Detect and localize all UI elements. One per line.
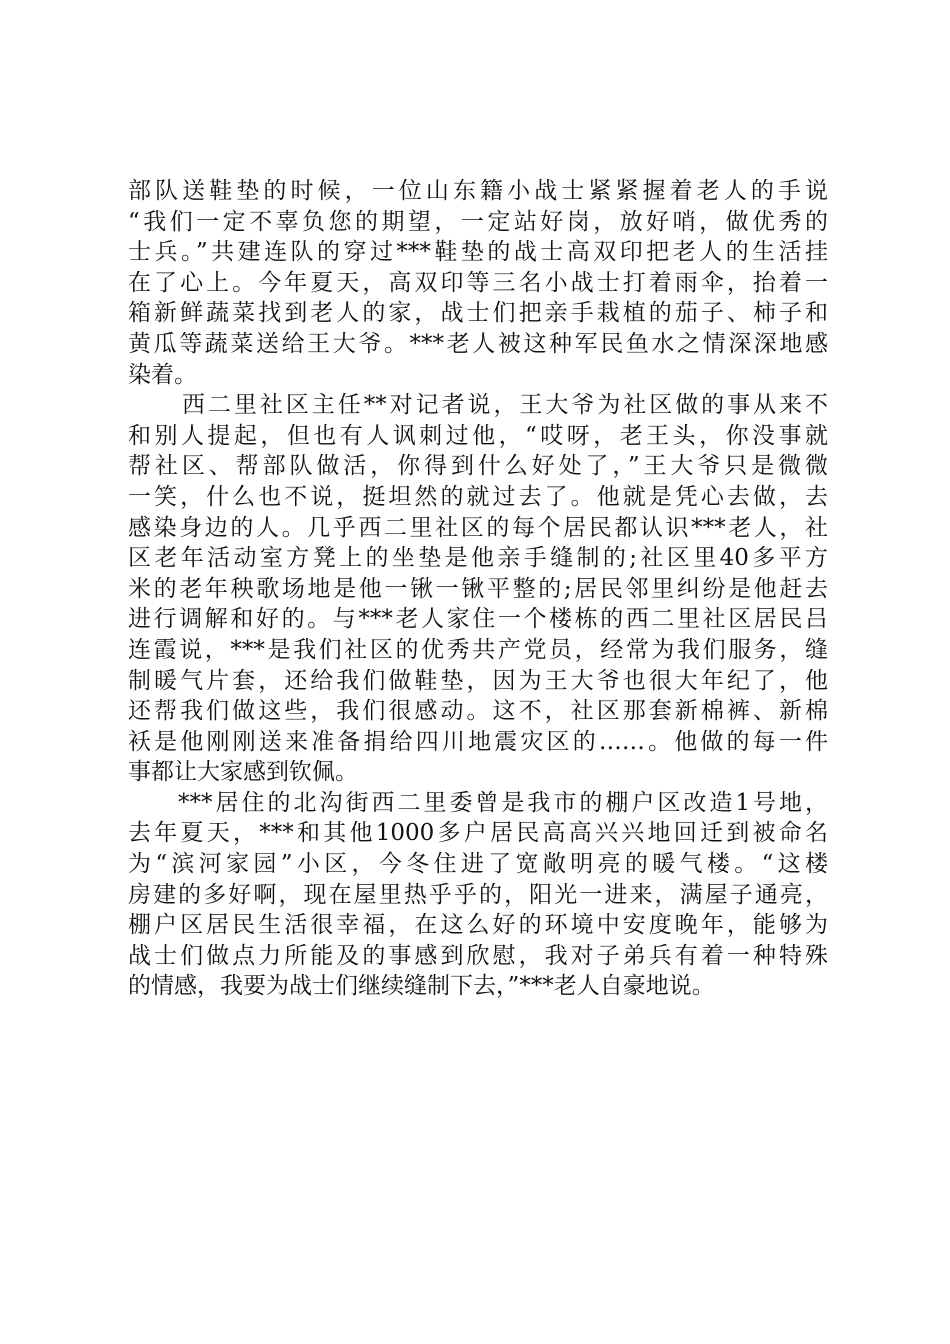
- text-line: 去年夏天，***和其他1000多户居民高高兴兴地回迁到被命名: [128, 820, 828, 847]
- text-line: 部队送鞋垫的时候，一位山东籍小战士紧紧握着老人的手说: [128, 178, 828, 204]
- text-line: 战士们做点力所能及的事感到欣慰，我对子弟兵有着一种特殊: [128, 942, 828, 969]
- text-line: 事都让大家感到钦佩。: [128, 759, 358, 786]
- text-line: 黄瓜等蔬菜送给王大爷。***老人被这种军民鱼水之情深深地感: [128, 330, 828, 357]
- text-line: 帮社区、帮部队做活，你得到什么好处了，”王大爷只是微微: [128, 453, 828, 480]
- text-line: 染着。: [128, 361, 197, 388]
- text-line: 棚户区居民生活很幸福，在这么好的环境中安度晚年，能够为: [128, 912, 828, 939]
- text-line: 士兵。”共建连队的穿过***鞋垫的战士高双印把老人的生活挂: [128, 239, 828, 266]
- text-line: 米的老年秧歌场地是他一锹一锹平整的;居民邻里纠纷是他赶去: [128, 575, 828, 602]
- text-line: 袄是他刚刚送来准备捐给四川地震灾区的……。他做的每一件: [128, 728, 828, 755]
- text-line: 区老年活动室方凳上的坐垫是他亲手缝制的;社区里40多平方: [128, 545, 828, 572]
- text-line: 房建的多好啊，现在屋里热乎乎的，阳光一进来，满屋子通亮，: [128, 881, 828, 908]
- text-line: 在了心上。今年夏天，高双印等三名小战士打着雨伞，抬着一: [128, 269, 828, 296]
- text-line: 为“滨河家园”小区，今冬住进了宽敞明亮的暖气楼。“这楼: [128, 851, 828, 878]
- text-line: 西二里社区主任**对记者说，王大爷为社区做的事从来不: [182, 392, 828, 419]
- text-line: 箱新鲜蔬菜找到老人的家，战士们把亲手栽植的茄子、柿子和: [128, 300, 828, 327]
- paragraph-1: [128, 176, 828, 390]
- text-line: 一笑，什么也不说，挺坦然的就过去了。他就是凭心去做，去: [128, 483, 828, 510]
- text-line: 感染身边的人。几乎西二里社区的每个居民都认识***老人，社: [128, 514, 828, 541]
- text-line: ***居住的北沟街西二里委曾是我市的棚户区改造1号地，: [178, 789, 828, 816]
- document-body: [128, 176, 828, 1002]
- text-line: 的情感，我要为战士们继续缝制下去，”***老人自豪地说。: [128, 973, 715, 1000]
- text-line: 进行调解和好的。与***老人家住一个楼栋的西二里社区居民吕: [128, 606, 828, 633]
- text-line: 和别人提起，但也有人讽刺过他，“哎呀，老王头，你没事就: [128, 422, 828, 449]
- text-line: 还帮我们做这些，我们很感动。这不，社区那套新棉裤、新棉: [128, 698, 828, 725]
- paragraph-2: [128, 390, 828, 788]
- paragraph-3: [128, 788, 828, 1002]
- text-line: 连霞说，***是我们社区的优秀共产党员，经常为我们服务，缝: [128, 636, 828, 663]
- text-line: “我们一定不辜负您的期望，一定站好岗，放好哨，做优秀的: [128, 208, 828, 235]
- text-line: 制暖气片套，还给我们做鞋垫，因为王大爷也很大年纪了，他: [128, 667, 828, 694]
